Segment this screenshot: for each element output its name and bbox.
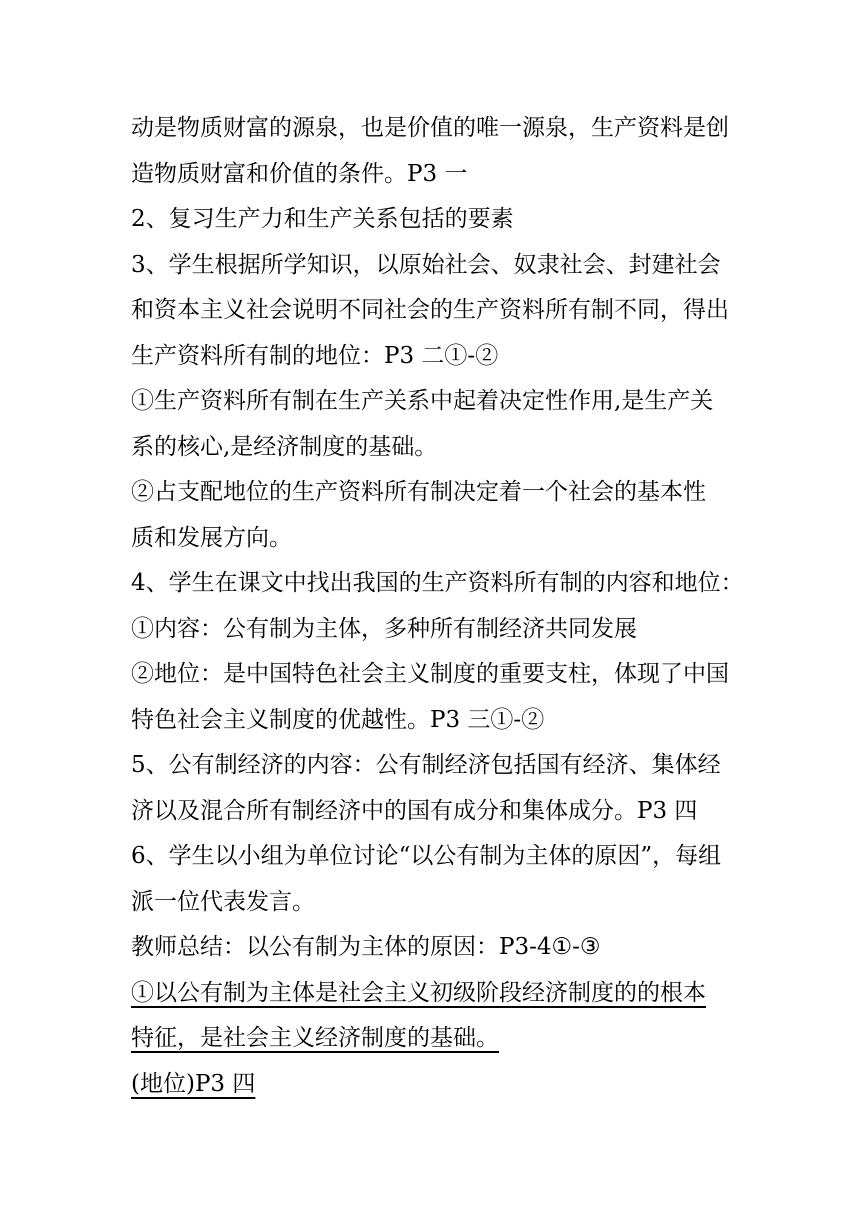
text-line: 特色社会主义制度的优越性。P3 三①-② — [131, 706, 545, 733]
text-line: 派一位代表发言。 — [131, 888, 315, 915]
text-line: 动是物质财富的源泉，也是价值的唯一源泉，生产资料是创 — [131, 115, 729, 141]
text-line: ①内容：公有制为主体，多种所有制经济共同发展 — [131, 615, 637, 642]
text-line: ②占支配地位的生产资料所有制决定着一个社会的基本性 — [131, 479, 706, 505]
text-line: 系的核心,是经济制度的基础。 — [131, 433, 438, 460]
text-line: 2、复习生产力和生产关系包括的要素 — [131, 206, 514, 232]
text-line: 4、学生在课文中找出我国的生产资料所有制的内容和地位： — [131, 570, 744, 596]
text-line: 教师总结：以公有制为主体的原因：P3-4①-③ — [131, 934, 601, 960]
underlined-text: (地位)P3 四 — [131, 1070, 256, 1097]
text-line-underlined — [131, 1016, 741, 1062]
text-line: 生产资料所有制的地位：P3 二①-② — [131, 342, 499, 369]
text-line: 质和发展方向。 — [131, 524, 292, 551]
text-line: 6、学生以小组为单位讨论“以公有制为主体的原因”，每组 — [131, 843, 722, 869]
document-body — [131, 106, 744, 1107]
text-line: 和资本主义社会说明不同社会的生产资料所有制不同，得出 — [131, 297, 729, 323]
text-line-underlined — [131, 1062, 741, 1108]
text-line-underlined — [131, 971, 741, 1017]
text-line: ②地位：是中国特色社会主义制度的重要支柱，体现了中国 — [131, 661, 729, 687]
text-line: 造物质财富和价值的条件。P3 一 — [131, 160, 468, 187]
text-line: 5、公有制经济的内容：公有制经济包括国有经济、集体经 — [131, 752, 721, 778]
underlined-text: 特征，是社会主义经济制度的基础。 — [131, 1025, 499, 1051]
text-line: 3、学生根据所学知识，以原始社会、奴隶社会、封建社会 — [131, 251, 721, 278]
text-line: ①生产资料所有制在生产关系中起着决定性作用,是生产关 — [131, 388, 714, 414]
text-line: 济以及混合所有制经济中的国有成分和集体成分。P3 四 — [131, 797, 698, 824]
underlined-text: ①以公有制为主体是社会主义初级阶段经济制度的的根本 — [131, 979, 706, 1006]
